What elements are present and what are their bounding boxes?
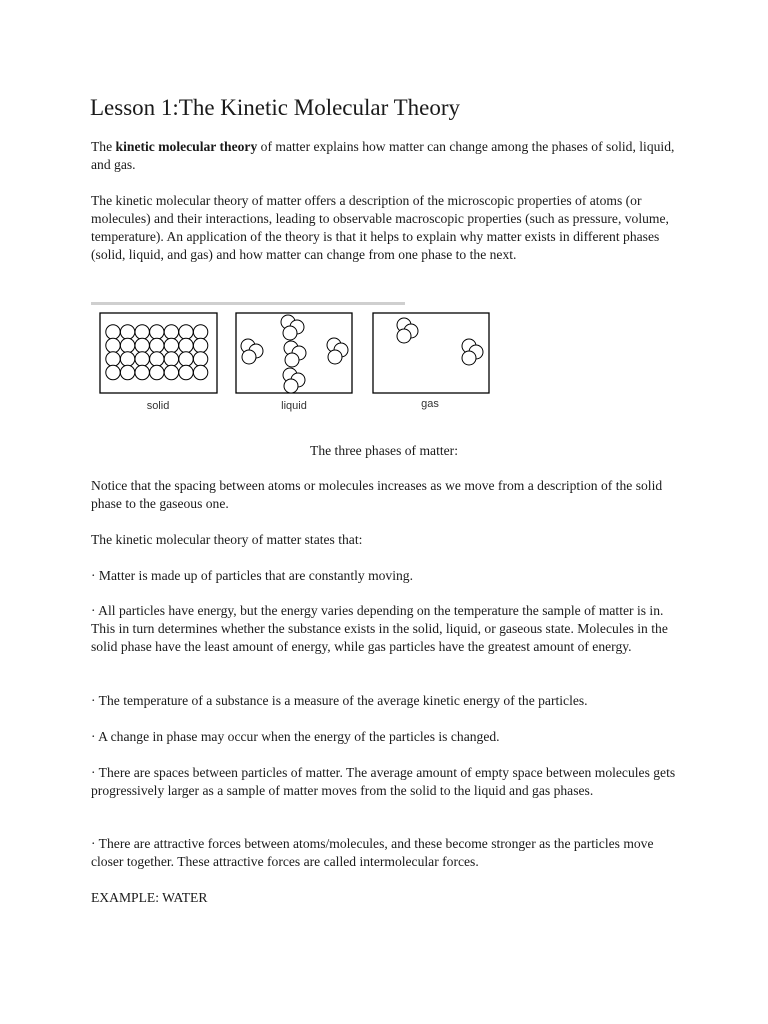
solid-particle: [150, 365, 164, 379]
solid-particle: [120, 365, 134, 379]
solid-particle: [135, 325, 149, 339]
solid-particle: [135, 365, 149, 379]
solid-particle: [150, 325, 164, 339]
solid-particle: [179, 338, 193, 352]
bullet-item: · A change in phase may occur when the energy of the particles is changed.: [91, 729, 500, 744]
divider: [91, 302, 405, 305]
states-intro: The kinetic molecular theory of matter states that:: [91, 532, 363, 547]
solid-particle: [106, 352, 120, 366]
solid-particle: [179, 352, 193, 366]
solid-particle: [150, 338, 164, 352]
intro-suffix: of matter explains how matter can change among the phases of solid, liquid, and gas.: [91, 139, 675, 172]
solid-particle: [164, 352, 178, 366]
intro-paragraph: [91, 138, 687, 174]
solid-particle: [120, 338, 134, 352]
solid-particle: [120, 325, 134, 339]
notice-paragraph: Notice that the spacing between atoms or molecules increases as we move from a description of the solid phase to the gaseous one.: [91, 478, 663, 511]
phases-figure: [91, 308, 511, 418]
intro-bold-term: kinetic molecular theory: [115, 139, 258, 154]
solid-particle: [150, 352, 164, 366]
solid-particle: [164, 365, 178, 379]
lesson-title: Lesson 1:The Kinetic Molecular Theory: [90, 95, 461, 120]
solid-particle: [193, 352, 207, 366]
solid-particle: [135, 352, 149, 366]
solid-particle: [164, 338, 178, 352]
solid-particle: [120, 352, 134, 366]
solid-particle: [106, 365, 120, 379]
intro-prefix: The: [91, 139, 116, 154]
figure-caption: The three phases of matter:: [310, 443, 458, 458]
solid-label: solid: [146, 400, 170, 412]
solid-particle: [193, 365, 207, 379]
solid-particle: [106, 325, 120, 339]
solid-particle: [179, 365, 193, 379]
solid-particle: [135, 338, 149, 352]
bullet-item: · There are attractive forces between atoms/molecules, and these become stronger as the particles move closer together. These attractive forces are called intermolecular forces.: [91, 836, 654, 869]
solid-particle: [164, 325, 178, 339]
gas-label: gas: [421, 398, 439, 410]
bullet-item: · The temperature of a substance is a measure of the average kinetic energy of the particles.: [91, 693, 588, 708]
bullet-item: · Matter is made up of particles that are constantly moving.: [91, 568, 414, 583]
solid-particle: [179, 325, 193, 339]
bullet-item: · All particles have energy, but the energy varies depending on the temperature the sample of matter is in. This in turn determines whether the substance exists in the solid, liquid, or gaseous state. Molecules in the solid phase have the least amount of energy, while gas particles have the greatest amount of energy.: [91, 603, 668, 654]
solid-particle: [193, 338, 207, 352]
solid-particle: [193, 325, 207, 339]
description-paragraph: The kinetic molecular theory of matter offers a description of the microscopic properties of atoms (or molecules) and their interactions, leading to observable macroscopic properties (such as pressure, volume, temperature). An application of the theory is that it helps to explain why matter exists in different phases (solid, liquid, and gas) and how matter can change from one phase to the next.: [91, 193, 669, 262]
example-heading: EXAMPLE: WATER: [91, 890, 208, 905]
bullet-item: · There are spaces between particles of matter. The average amount of empty space between molecules gets progressively larger as a sample of matter moves from the solid to the liquid and gas phases.: [91, 765, 676, 798]
solid-particle: [106, 338, 120, 352]
liquid-label: liquid: [281, 400, 307, 412]
